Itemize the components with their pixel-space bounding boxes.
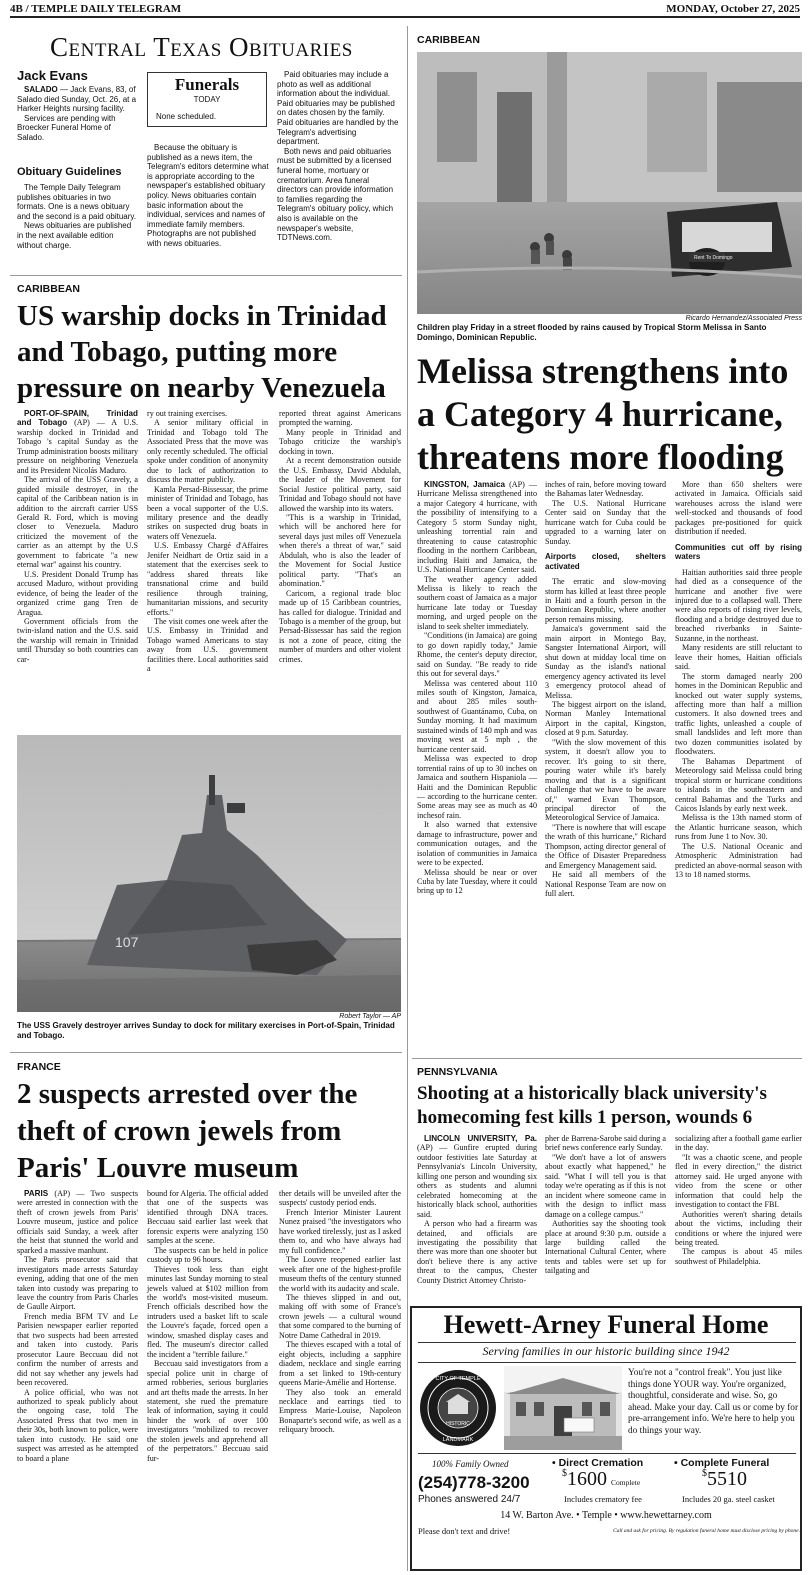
section-france: FRANCE (17, 1061, 61, 1073)
direct-cremation-label: • Direct Cremation (552, 1457, 644, 1469)
flood-caption: Children play Friday in a street flooded by rains caused by Tropical Storm Melissa in Santo Domingo, Dominican Republic. (417, 323, 767, 342)
cremation-note: Includes crematory fee (564, 1494, 642, 1504)
melissa-subhead-communities: Communities cut off by rising waters (675, 542, 802, 562)
ad-rule-top (418, 1342, 796, 1343)
louvre-col-3: ther details will be unveiled after the suspects' custody period ends. French Interior Minister Laurent Nunez praised "the investigators who have worked tirelessly, just as I asked them to, and who have always had my full confidence." The Louvre reopened earlier last week after one of the highest-profile museum thefts of the century stunned the world with its audacity and scale. The thieves slipped in and out, making off with some of France's crown jewels — a cultural wound that some compared to the burning of Notre Dame Cathedral in 2019. The thieves escaped with a total of eight objects, including a sapphire diadem, necklace and single earring from a set linked to 19th-century queens Marie-Amélie and Hortense. They also took an emerald necklace and earrings tied to Empress Marie-Louise, Napoleon Bonaparte's second wife, as well as a reliquary brooch. (279, 1189, 401, 1435)
ad-phone: (254)778-3200 (418, 1473, 530, 1492)
family-owned: 100% Family Owned (432, 1459, 509, 1469)
lincoln-col-2: pher de Barrena-Sarobe said during a brief news conference early Sunday. "We don't have a lot of answers about exactly what happened," he said. "What I will tell you is that today we're operating as if this is not an incident where someone came in with the design to inflict mass damage on a college campus." Authorities say the shooting took place at around 9:30 p.m. outside a large building called the International Cultural Center, where tents and tables were set up for tailgating and (545, 1134, 666, 1276)
complete-funeral-label: • Complete Funeral (674, 1457, 770, 1469)
lincoln-col-1: LINCOLN UNIVERSITY, Pa. (AP) — Gunfire erupted during outdoor festivities late Saturday at Pennsylvania's Lincoln University, killing one person and wounding six others as students and alumni celebrated homecoming at the historically black school, authorities said. A person who had a firearm was detained, and officials are investigating the possibility that there was more than one shooter but don't believe there is any active threat to the campus, Chester County District Attorney Christo- (417, 1134, 537, 1285)
seal-icon (418, 1368, 498, 1448)
seal-bottom-text: LANDMARK (442, 1437, 474, 1443)
tire-cover-text: Rent To Domingo (694, 255, 733, 261)
ad-rule-low (418, 1453, 796, 1454)
obit-dateline: SALADO (24, 85, 58, 94)
cremation-price: $1600 Complete (562, 1468, 641, 1490)
lincoln-headline: Shooting at a historically black university's homecoming fest kills 1 person, wounds 6 (417, 1083, 767, 1128)
ad-rule-mid (418, 1362, 796, 1363)
lincoln-col-3: socializing after a football game earlier in the day. "It was a chaotic scene, and people fled in every direction," the district attorney said. He urged anyone with video from the scene or other information that could help the investigation to contact the FBI. Authorities weren't sharing details about the victims, including their conditions or where the injured were being treated. The campus is about 45 miles southwest of Philadelphia. (675, 1134, 802, 1266)
lincoln-divider (412, 1058, 802, 1059)
ad-tagline: Serving families in our historic building since 1942 (482, 1344, 730, 1358)
louvre-col-1: PARIS (AP) — Two suspects were arrested in connection with the theft of crown jewels from Paris' Louvre museum, justice and police officials said Sunday, a week after the heist that stunned the world and sparked a massive manhunt. The Paris prosecutor said that investigators made arrests Saturday evening, adding that one of the men taken into custody was preparing to leave the country from Paris Charles de Gaulle Airport. French media BFM TV and Le Parisien newspaper earlier reported that two suspects had been arrested and taken into custody. Paris prosecutor Laure Beccuau did not confirm the number of arrests and did not say whether any jewels had been recovered. A police official, who was not authorized to speak publicly about the ongoing case, told The Associated Press that two men in their 30s, both known to police, were taken into custody. He said one suspect was arrested as he attempted to board a plane (17, 1189, 138, 1463)
funeral-home-building-photo (504, 1366, 622, 1450)
obit-name-jack-evans: Jack Evans (17, 68, 88, 83)
warship-image (17, 735, 401, 1012)
louvre-divider (10, 1052, 402, 1053)
louvre-dateline: PARIS (24, 1189, 49, 1198)
funeral-note: Includes 20 ga. steel casket (682, 1494, 775, 1504)
cremation-price-value: 1600 (567, 1468, 607, 1490)
melissa-subhead-airports: Airports closed, shelters activated (545, 552, 666, 571)
warship-photo-credit: Robert Taylor — AP (339, 1013, 401, 1020)
section-caribbean-trinidad: CARIBBEAN (17, 283, 80, 295)
funeral-price: $5510 (702, 1468, 747, 1490)
seal-mid-text: HISTORIC (446, 1421, 470, 1427)
louvre-headline: 2 suspects arrested over the theft of crown jewels from Paris' Louvre museum (17, 1078, 358, 1184)
flood-image (417, 52, 802, 314)
phones-answered: Phones answered 24/7 (418, 1494, 521, 1505)
pricing-disclosure: Call and ask for pricing. By regulation funeral home must disclose pricing by phone. (613, 1528, 800, 1534)
paid-obit-text: Paid obituaries may include a photo as well as additional information about the individual. Paid obituaries may be published on dates chosen by the family. Paid obituaries are handled by the Telegram's advertising department. Both news and paid obituaries must be submitted by a licensed funeral home, mortuary or crematorium. Area funeral directors can provide information to families regarding the Telegram's obituary policy, which also is available on the newspaper's website, TDTNews.com. (277, 70, 399, 243)
funeral-price-value: 5510 (707, 1468, 747, 1490)
guidelines-heading: Obituary Guidelines (17, 166, 122, 178)
flood-photo-credit: Ricardo Hernandez/Associated Press (685, 315, 802, 322)
melissa-col-3: More than 650 shelters were activated in Jamaica. Officials said warehouses across the island were well-stocked and thousands of food packages pre-positioned for quick distribution if needed. Communities cut off by rising waters Haitian authorities said three people had died as a consequence of the hurricane and another five were injured due to a collapsed wall. There were also reports of rising river levels, flooding and a bridge destroyed due to breached riverbanks in Sainte-Suzanne, in the northeast. Many residents are still reluctant to leave their homes, Haitian officials said. The storm damaged nearly 200 homes in the Dominican Republic and knocked out water supply systems, affecting more than half a million customers. It also downed trees and traffic lights, unleashed a couple of small landslides and left more than two dozen communities isolated by floodwaters. The Bahamas Department of Meteorology said Melissa could bring tropical storm or hurricane conditions to islands in the southeastern and central Bahamas and the Turks and Caicos Islands by early next week. Melissa is the 13th named storm of the Atlantic hurricane season, which runs from June 1 to Nov. 30. The U.S. National Oceanic and Atmospheric Administration had predicted an above-normal season with 13 to 18 named storms. (675, 480, 802, 880)
lincoln-dateline: LINCOLN UNIVERSITY, Pa. (424, 1134, 537, 1143)
trinidad-col-2: ry out training exercises. A senior military official in Trinidad and Tobago told The Associated Press that the move was only recently scheduled. The official spoke under condition of anonymity due to lack of authorization to discuss the matter publicly. Kamla Persad-Bissessar, the prime minister of Trinidad and Tobago, has been a vocal supporter of the U.S. military presence and the deadly strikes on suspected drug boats in waters off Venezuela. U.S. Embassy Chargé d'Affaires Jenifer Neidhart de Ortiz said in a statement that the exercises seek to "address shared threats like transnational crime and build resilience through training, humanitarian missions, and security efforts." The visit comes one week after the U.S. Embassy in Trinidad and Tobago warned Americans to stay away from U.S. government facilities there. Local authorities said a (147, 409, 268, 674)
trinidad-col-1: PORT-OF-SPAIN, Trinidad and Tobago (AP) — A U.S. warship docked in Trinidad and Tobago 's capital Sunday as the Trump administration boosts military pressure on neighboring Venezuela and its President Nicolás Maduro. The arrival of the USS Gravely, a guided missile destroyer, in the capital of the Caribbean nation is in addition to the aircraft carrier USS Gerald R. Ford, which is moving closer to Venezuela. Maduro criticized the movement of the carrier as an attempt by the U.S government to fabricate "a new eternal war" against his country. U.S. President Donald Trump has accused Maduro, without providing evidence, of being the leader of the organized crime gang Tren de Aragua. Government officials from the twin-island nation and the U.S. said the warship will remain in Trinidad until Thursday so both countries can car- (17, 409, 138, 664)
cremation-complete: Complete (611, 1478, 641, 1487)
page-folio: 4B / TEMPLE DAILY TELEGRAM (10, 3, 182, 15)
obit-policy-text: Because the obituary is published as a news item, the Telegram's editors determine what is appropriate according to the newspaper's established obituary policy. News obituaries contain basic information about the individual, services and names of immediate family members. Photographs are not published with news obituaries. (147, 143, 269, 248)
melissa-col-1: KINGSTON, Jamaica (AP) — Hurricane Melissa strengthened into a major Category 4 hurricane, with the possibility of intensifying to a Category 5 storm Sunday night, unleashing torrential rain and threatening to cause catastrophic flooding in the northern Caribbean, including Haiti and Jamaica, the U.S. National Hurricane Center said. The weather agency added Melissa is likely to reach the southern coast of Jamaica as a major hurricane late today or Tuesday morning, and urged people on the island to seek shelter immediately. "Conditions (in Jamaica) are going to go down rapidly today," Jamie Rhome, the center's deputy director, said on Sunday. "Be ready to ride this out for several days." Melissa was centered about 110 miles south of Kingston, Jamaica, and about 285 miles south-southwest of Guantánamo, Cuba, on Sunday morning. It had maximum sustained winds of 140 mph and was moving west at 5 mph , the hurricane center said. Melissa was expected to drop torrential rains of up to 30 inches on Jamaica and southern Hispaniola — Haiti and the Dominican Republic — according to the hurricane center. Some areas may see as much as 40 inchesof rain. It also warned that extensive damage to infrastructure, power and communication outages, and the isolation of communities in Jamaica were to be expected. Melissa should be near or over Cuba by late Tuesday, where it could bring up to 12 (417, 480, 537, 896)
center-divider (407, 26, 408, 1571)
page-header-bar (10, 2, 800, 18)
section-pennsylvania: PENNSYLVANIA (417, 1066, 498, 1078)
ad-title: Hewett-Arney Funeral Home (443, 1310, 769, 1339)
trinidad-headline: US warship docks in Trinidad and Tobago, putting more pressure on nearby Venezuela (17, 300, 387, 404)
melissa-headline: Melissa strengthens into a Category 4 hurricane, threatens more flooding (417, 351, 789, 477)
funerals-none: None scheduled. (156, 112, 217, 121)
flood-photo (417, 52, 802, 314)
trinidad-dateline: PORT-OF-SPAIN, Trinidad and Tobago (17, 409, 138, 428)
building-image (504, 1366, 622, 1450)
dont-text-drive: Please don't text and drive! (418, 1526, 511, 1536)
melissa-col-2: inches of rain, before moving toward the Bahamas later Wednesday. The U.S. National Hurricane Center said on Sunday that the hurricane watch for Cuba could be upgraded to a warning later on Sunday. Airports closed, shelters activated The erratic and slow-moving storm has killed at least three people in Haiti and a fourth person in the Dominican Republic, where another person remains missing. Jamaica's government said the main airport in Montego Bay, Sangster International Airport, will shut down at midday local time on Sunday as the island's national emergency agency activated its level 3 emergency protocol ahead of Melissa. The biggest airport on the island, Norman Manley International Airport in the capital, Kingston, closed at 9 p.m. Saturday. "With the slow movement of this system, it doesn't allow you to recover. It's going to sit there, pouring water while it's barely moving and that is a significant challenge that we have to be aware of," warned Evan Thompson, principal director of the Meteorological Service of Jamaica. "There is nowhere that will escape the wrath of this hurricane," Richard Thompson, acting director general of the Office of Disaster Preparedness and Emergency Management said. He said all members of the National Response Team are now on full alert. (545, 480, 666, 899)
funerals-today: TODAY (193, 95, 221, 104)
page-date: MONDAY, October 27, 2025 (666, 3, 800, 15)
funerals-title: Funerals (174, 75, 240, 94)
obituaries-title: Central Texas Obituaries (50, 32, 353, 62)
funerals-today-box (147, 72, 267, 127)
louvre-col-2: bound for Algeria. The official added that one of the suspects was identified through DNA traces. Beccuau said earlier last week that forensic experts were analyzing 150 samples at the scene. The suspects can be held in police custody up to 96 hours. Thieves took less than eight minutes last Sunday morning to steal jewels valued at $102 million from the world's most-visited museum. French officials described how the intruders used a basket lift to scale the Louvre's façade, forced open a window, smashed display cases and fled. The museum's director called the incident a "terrible failure." Beccuau said investigators from a special police unit in charge of armed robberies, serious burglaries and art thefts made the arrests. In her statement, she rued the premature leak of information, saying it could hinder the work of over 100 investigators "mobilized to recover the stolen jewels and apprehend all of the perpetrators." Beccuau said fur- (147, 1189, 268, 1463)
obit-services: Services are pending with Broecker Funeral Home of Salado. (17, 113, 116, 142)
historic-landmark-seal (418, 1368, 498, 1448)
seal-top-text: CITY OF TEMPLE (435, 1376, 481, 1382)
warship-photo (17, 735, 401, 1012)
funeral-home-ad (410, 1306, 802, 1571)
ad-address: 14 W. Barton Ave. • Temple • www.hewettarney.com (500, 1510, 712, 1521)
obit-divider (10, 275, 402, 276)
svg-text:107: 107 (115, 934, 139, 950)
trinidad-col-3: reported threat against Americans prompted the warning. Many people in Trinidad and Tobago criticize the warship's docking in town. At a recent demonstration outside the U.S. Embassy, David Abdulah, the leader of the Movement for Social Justice political party, said Trinidad and Tobago should not have allowed the warship into its waters. "This is a warship in Trinidad, which will be anchored here for several days just miles off Venezuela when there's a threat of war," said Abdulah, who is also the leader of the Movement for Social Justice political party. "That's an abomination." Caricom, a regional trade bloc made up of 15 Caribbean countries, has called for dialogue. Trinidad and Tobago is a member of the group, but Persad-Bissessar has said the region is not a zone of peace, citing the number of murders and other violent crimes. (279, 409, 401, 664)
section-caribbean-photo: CARIBBEAN (417, 34, 480, 46)
obit-jack-evans-text: SALADO — Jack Evans, 83, of Salado died Sunday, Oct. 26, at a Harker Heights nursing facility. Services are pending with Broecker Funeral Home of Salado. (17, 85, 139, 143)
melissa-dateline: KINGSTON, Jamaica (424, 480, 506, 489)
warship-caption: The USS Gravely destroyer arrives Sunday to dock for military exercises in Port-of-Spain, Trinidad and Tobago. (17, 1021, 395, 1040)
ad-body-text: You're not a "control freak". You just like things done YOUR way. You're organized, thoughtful, considerate and wise. So, go ahead. Make your day. Call us or come by for pre-arrangement info. We're here to help you do things your way. (628, 1368, 799, 1436)
guidelines-text: The Temple Daily Telegram publishes obituaries in two formats. One is a news obituary and the second is a paid obituary. News obituaries are published in the next available edition without charge. (17, 183, 137, 250)
